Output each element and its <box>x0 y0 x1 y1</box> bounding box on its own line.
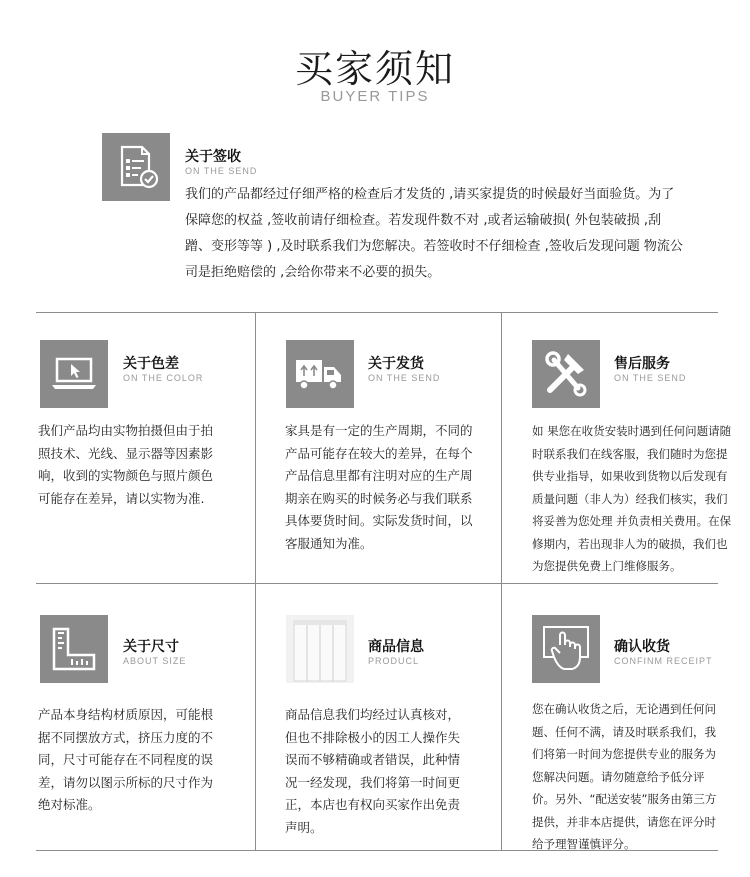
card-receipt-subtitle: CONFINM RECEIPT <box>614 656 713 666</box>
card-service-description: 如 果您在收货安装时遇到任何问题请随时联系我们在线客服，我们随时为您提供专业指导，如果收到货物以后发现有质量问题（非人为）经我们核实，我们将妥善为您处理 并负责相关费用。在保修期内，若出现非人为的破损，我们也为您提供免费上门维修服务。 <box>532 424 732 573</box>
card-service-title: 售后服务 <box>614 356 670 372</box>
product-screen-image <box>286 615 354 683</box>
grid-divider-left <box>255 312 256 850</box>
grid-divider-middle <box>36 583 718 584</box>
sign-description: 我们的产品都经过仔细严格的检查后才发货的 ,请买家提货的时候最好当面验货。为了保障您的权益 ,签收前请仔细检查。若发现件数不对 ,或者运输破损( 外包装破损 ,刮蹭、变形等等 ) ,及时联系我们为您解决。若签收时不仔细检查 ,签收后发现问题 物流公司是拒绝赔偿的 ,会给你带来不必要的损失。 <box>185 187 683 280</box>
card-color-subtitle: ON THE COLOR <box>123 373 204 383</box>
card-receipt-description: 您在确认收货之后，无论遇到任何问题、任何不满，请及时联系我们，我们将第一时间为您提供专业的服务为您解决问题。请勿随意给予低分评价。另外、“配送安装”服务由第三方提供，并非本店提供，请您在评分时给予理智谨慎评分。 <box>532 702 717 851</box>
card-shipping-subtitle: ON THE SEND <box>368 373 441 383</box>
delivery-truck-icon <box>286 340 354 408</box>
sign-title: 关于签收 <box>185 149 241 165</box>
card-product-subtitle: PRODUCL <box>368 656 420 666</box>
laptop-cursor-icon <box>40 340 108 408</box>
card-size-subtitle: ABOUT SIZE <box>123 656 187 666</box>
grid-divider-right <box>501 312 502 850</box>
card-product-title: 商品信息 <box>368 639 424 655</box>
grid-divider-top <box>36 312 718 313</box>
ruler-icon <box>40 615 108 683</box>
card-product-description: 商品信息我们均经过认真核对，但也不排除极小的因工人操作失误而不够精确或者错误，此种情况一经发现，我们将第一时间更正，本店也有权向买家作出免责声明。 <box>285 707 461 835</box>
sign-subtitle: ON THE SEND <box>185 166 258 176</box>
card-color-description: 我们产品均由实物拍摄但由于拍照技术、光线、显示器等因素影响，收到的实物颜色与照片颜色可能存在差异，请以实物为准. <box>38 423 214 506</box>
card-service-subtitle: ON THE SEND <box>614 373 687 383</box>
hand-click-icon <box>532 615 600 683</box>
document-check-icon <box>102 133 170 201</box>
card-shipping-description: 家具是有一定的生产周期，不同的产品可能存在较大的差异，在每个产品信息里都有注明对应的生产周期亲在购买的时候务必与我们联系具体要货时间。实际发货时间，以客服通知为准。 <box>285 423 473 551</box>
card-size-description: 产品本身结构材质原因，可能根据不同摆放方式，挤压力度的不同，尺寸可能存在不同程度的误差，请勿以图示所标的尺寸作为绝对标准。 <box>38 707 214 812</box>
card-color-title: 关于色差 <box>123 356 179 372</box>
page-subtitle: BUYER TIPS <box>320 88 430 105</box>
card-size-title: 关于尺寸 <box>123 639 179 655</box>
page-title: 买家须知 <box>294 47 455 91</box>
card-shipping-title: 关于发货 <box>368 356 424 372</box>
hammer-wrench-icon <box>532 340 600 408</box>
card-receipt-title: 确认收货 <box>614 639 670 655</box>
